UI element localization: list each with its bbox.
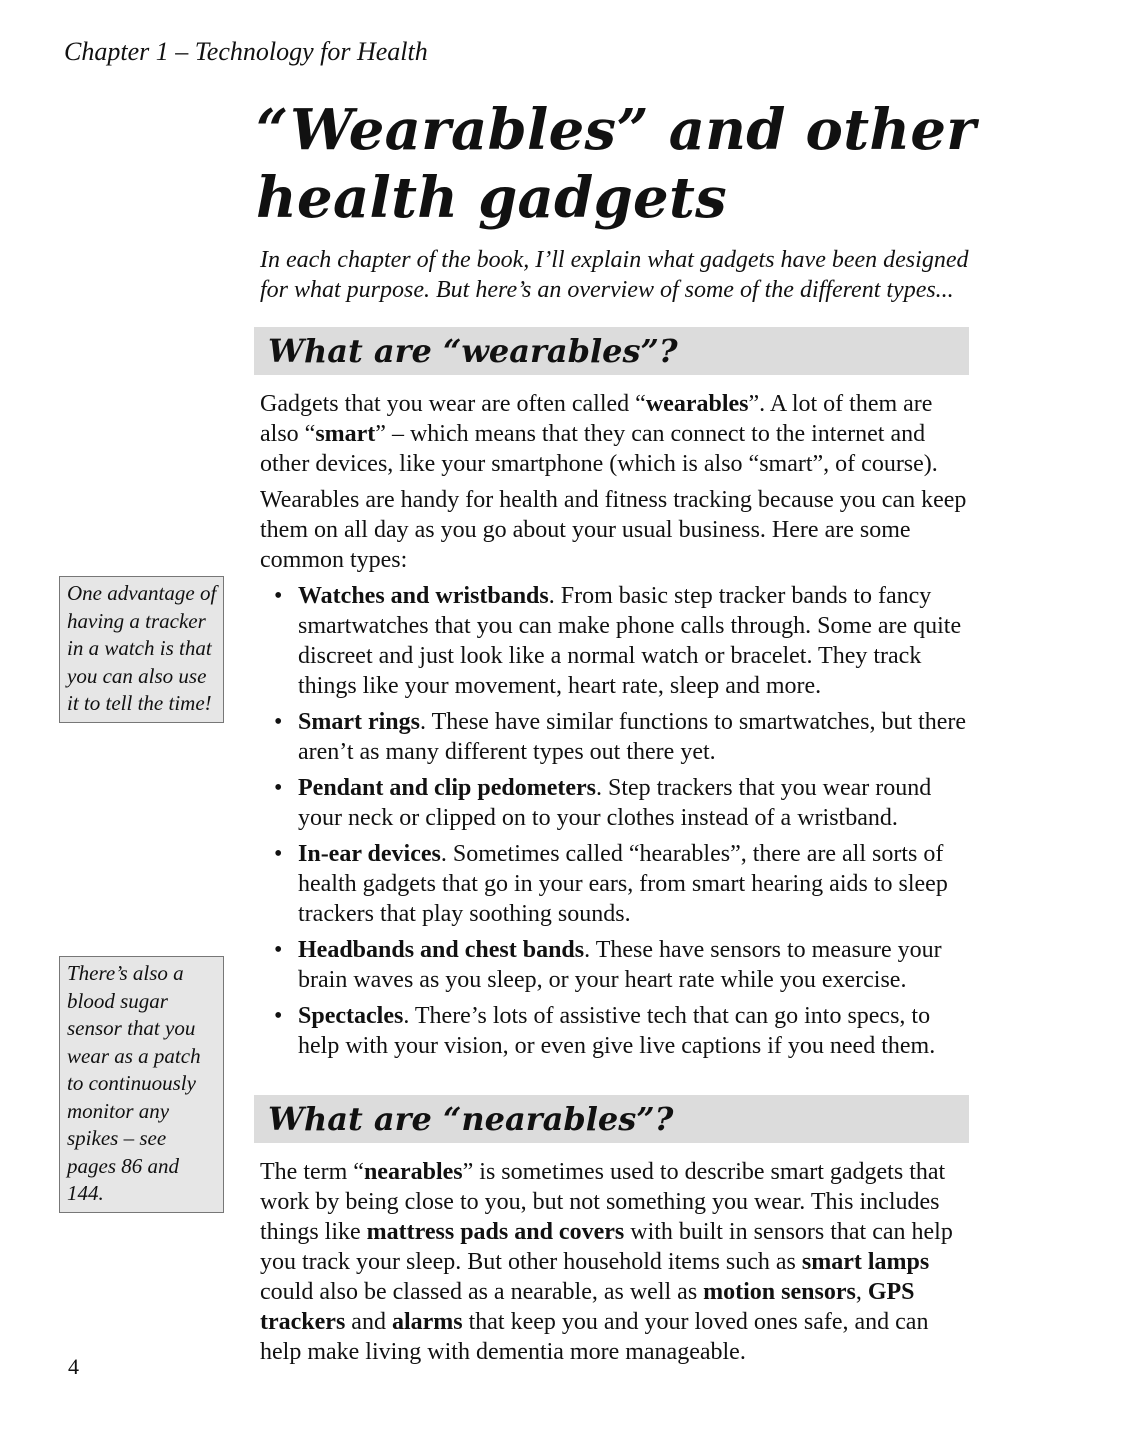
list-item-term: Headbands and chest bands — [298, 937, 585, 963]
page-title: “Wearables” and other health gadgets — [256, 97, 977, 231]
list-item-term: In-ear devices — [298, 841, 441, 867]
running-header: Chapter 1 – Technology for Health — [64, 37, 428, 66]
list-item — [260, 935, 970, 995]
bullet-icon: • — [274, 775, 283, 801]
sidebar-note-blood-sugar: There’s also a blood sugar sensor that you wear as a patch to continuously monitor any spikes – see pages 86 and 144. — [59, 956, 224, 1213]
sidebar-note-watch: One advantage of having a tracker in a watch is that you can also use it to tell the time! — [59, 576, 224, 723]
list-item-term: Spectacles — [298, 1003, 404, 1029]
bullet-icon: • — [274, 937, 283, 963]
list-item — [260, 839, 970, 929]
wearables-paragraph-2: Wearables are handy for health and fitness tracking because you can keep them on all day as you go about your usual business. Here are some common types: — [260, 487, 967, 573]
list-item-text: . From basic step tracker bands to fancy smartwatches that you can make phone calls through. Some are quite discreet and just look like a normal watch or bracelet. They track things like your movement, heart rate, sleep and more. — [298, 583, 962, 699]
list-item-text: . Sometimes called “hearables”, there are all sorts of health gadgets that go in your ears, from smart hearing aids to sleep trackers that play soothing sounds. — [298, 841, 948, 927]
bullet-icon: • — [274, 1003, 283, 1029]
list-item-term: Pendant and clip pedometers — [298, 775, 597, 801]
list-item — [260, 1001, 970, 1061]
section-heading-wearables: What are “wearables”? — [254, 327, 969, 375]
section-heading-nearables: What are “nearables”? — [254, 1095, 969, 1143]
bullet-icon: • — [274, 583, 283, 609]
list-item-text: . Step trackers that you wear round your neck or clipped on to your clothes instead of a wristband. — [298, 775, 932, 831]
wearables-body — [260, 389, 970, 1067]
list-item — [260, 581, 970, 701]
list-item-text: . There’s lots of assistive tech that can go into specs, to help with your vision, or even give live captions if you need them. — [298, 1003, 936, 1059]
wearables-paragraph-1: Gadgets that you wear are often called “wearables”. A lot of them are also “smart” – which means that they can connect to the internet and other devices, like your smartphone (which is also “smart”, of course). — [260, 391, 938, 477]
list-item-text: . These have sensors to measure your brain waves as you sleep, or your heart rate while you exercise. — [298, 937, 942, 993]
list-item-term: Watches and wristbands — [298, 583, 549, 609]
nearables-body — [260, 1157, 970, 1373]
wearable-types-list — [260, 581, 970, 1061]
list-item — [260, 707, 970, 767]
list-item-term: Smart rings — [298, 709, 420, 735]
bullet-icon: • — [274, 841, 283, 867]
nearables-paragraph: The term “nearables” is sometimes used to describe smart gadgets that work by being close to you, but not something you wear. This includes things like mattress pads and covers with built in sensors that can help you track your sleep. But other household items such as smart lamps could also be classed as a nearable, as well as motion sensors, GPS trackers and alarms that keep you and your loved ones safe, and can help make living with dementia more manageable. — [260, 1159, 953, 1365]
bullet-icon: • — [274, 709, 283, 735]
intro-paragraph: In each chapter of the book, I’ll explain what gadgets have been designed for what purpose. But here’s an overview of some of the different types... — [260, 247, 969, 303]
list-item-text: . These have similar functions to smartwatches, but there aren’t as many different types out there yet. — [298, 709, 967, 765]
list-item — [260, 773, 970, 833]
page-number: 4 — [68, 1354, 79, 1379]
